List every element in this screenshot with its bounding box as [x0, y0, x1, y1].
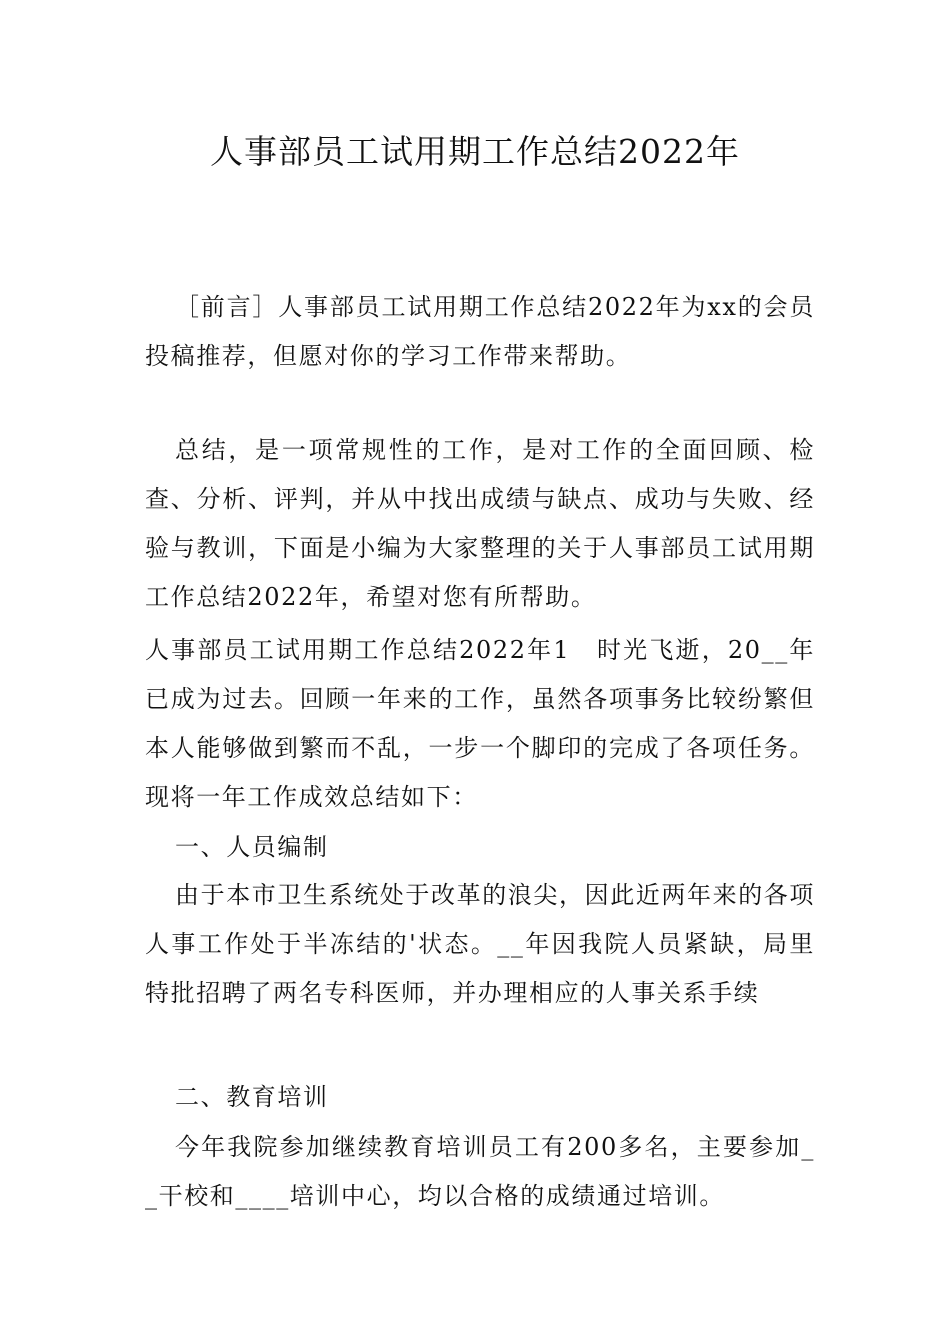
preface-paragraph: ［前言］人事部员工试用期工作总结2022年为xx的会员投稿推荐，但愿对你的学习工作带来帮助。 [145, 293, 815, 370]
section-heading-training: 二、教育培训 [175, 1083, 329, 1111]
intro-paragraph: 总结，是一项常规性的工作，是对工作的全面回顾、检查、分析、评判，并从中找出成绩与缺点、成功与失败、经验与教训，下面是小编为大家整理的关于人事部员工试用期工作总结2022年，希望对您有所帮助。 [145, 436, 815, 611]
staffing-paragraph: 由于本市卫生系统处于改革的浪尖，因此近两年来的各项人事工作处于半冻结的'状态。__年因我院人员紧缺，局里特批招聘了两名专科医师，并办理相应的人事关系手续 [145, 881, 815, 1007]
training-paragraph: 今年我院参加继续教育培训员工有200多名，主要参加__干校和____培训中心，均以合格的成绩通过培训。 [145, 1133, 815, 1210]
document-title: 人事部员工试用期工作总结2022年 [210, 132, 740, 171]
section-heading-staffing: 一、人员编制 [175, 833, 329, 861]
summary-opening-paragraph: 人事部员工试用期工作总结2022年1 时光飞逝，20__年已成为过去。回顾一年来的工作，虽然各项事务比较纷繁但本人能够做到繁而不乱，一步一个脚印的完成了各项任务。现将一年工作成效总结如下： [145, 636, 815, 811]
